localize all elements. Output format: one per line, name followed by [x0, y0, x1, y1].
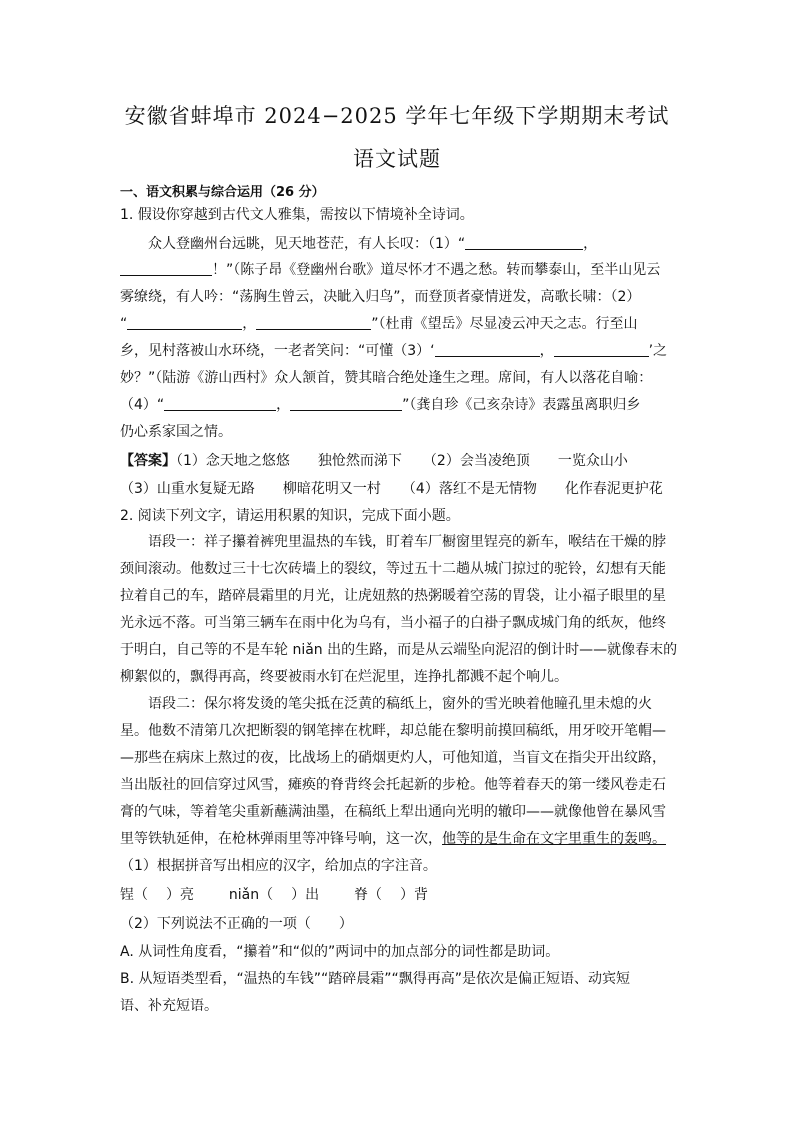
passage-1-line: 柳絮似的，飘得再高，终要被雨水钉在烂泥里，连挣扎都溅不起个响儿。 — [120, 669, 568, 685]
answer-blank[interactable] — [127, 315, 242, 330]
question-1-line: 乡，见村落被山水环绕，一老者笑问：“可懂（3）‘ ， ’之 — [120, 343, 668, 359]
passage-2-line: 当出版社的回信穿过风雪，瘫痪的脊背终会托起新的步枪。他等着春天的第一缕风卷走石 — [120, 777, 666, 793]
answer-blank[interactable] — [164, 396, 276, 411]
passage-1-line: 拉着自己的车，踏碎晨霜里的月光，让虎妞熬的热粥暖着空荡的胃袋，让小福子眼里的星 — [120, 588, 666, 604]
question-1-line: “ ， ”（杜甫《望岳》尽显凌云冲天之志。行至山 — [120, 316, 638, 332]
answer-blank[interactable] — [465, 235, 583, 250]
section-heading: 一、语文积累与综合运用（26 分） — [120, 185, 325, 200]
question-1-line: 众人登幽州台远眺，见天地苍茫，有人长叹：（1）“ ， — [148, 236, 598, 252]
answer-blank[interactable] — [290, 396, 402, 411]
passage-2-line: 里等铁轨延伸，在枪林弹雨里等冲锋号响，这一次，他等的是生命在文字里重生的轰鸣。 — [120, 831, 666, 847]
passage-1-line: 光永远不落。可当第三辆车在雨中化为乌有，当小福子的白褂子飘成城门角的纸灰，他终 — [120, 615, 666, 631]
passage-2-line: 星。他数不清第几次把断裂的钢笔摔在枕畔，却总能在黎明前摸回稿纸，用牙咬开笔帽— — [120, 723, 666, 739]
answer-blank[interactable] — [435, 342, 540, 357]
page-title: 安徽省蚌埠市 2024−2025 学年七年级下学期期末考试 — [124, 104, 670, 128]
sub-question-2: （2）下列说法不正确的一项（ ） — [120, 916, 353, 932]
passage-1-line: 颈间滚动。他数过三十七次砖墙上的裂纹，等过五十二趟从城门掠过的驼铃，幻想有天能 — [120, 561, 666, 577]
passage-2-line: —那些在病床上熬过的夜，比战场上的硝烟更灼人，可他知道，当盲文在指尖开出纹路， — [120, 750, 666, 766]
option-b-continued: 语、补充短语。 — [120, 998, 218, 1014]
page-subtitle: 语文试题 — [353, 147, 441, 171]
pinyin-row: 锃（ ）亮 niǎn（ ）出 脊（ ）背 — [120, 887, 429, 903]
answer-blank[interactable] — [120, 261, 212, 276]
question-1-line: （4）“ ， ”（龚自珍《己亥杂诗》表露虽离职归乡 — [120, 397, 641, 413]
sub-question-1: （1）根据拼音写出相应的汉字，给加点的字注音。 — [120, 858, 437, 874]
question-1-stem: 1. 假设你穿越到古代文人雅集，需按以下情境补全诗词。 — [120, 207, 474, 223]
answer-blank[interactable] — [256, 315, 371, 330]
question-1-line: 仍心系家国之情。 — [120, 424, 232, 440]
option-b[interactable]: B. 从短语类型看，“温热的车钱”“踏碎晨霜”“飘得再高”是依次是偏正短语、动宾短 — [120, 971, 631, 987]
question-1-line: ！”（陈子昂《登幽州台歌》道尽怀才不遇之愁。转而攀泰山，至半山见云 — [120, 261, 676, 279]
passage-2-line: 语段二：保尔将发烫的笔尖抵在泛黄的稿纸上，窗外的雪光映着他瞳孔里未熄的火 — [148, 696, 652, 712]
passage-1-line: 语段一：祥子攥着裤兜里温热的车钱，盯着车厂橱窗里锃亮的新车，喉结在干燥的脖 — [148, 534, 666, 550]
question-1-line: 雾缭绕，有人吟：“荡胸生曾云，决眦入归鸟”，而登顶者豪情迸发，高歌长啸：（2） — [120, 289, 641, 305]
answer-label: 【答案】 — [120, 453, 176, 469]
question-1-line: 妙？”（陆游《游山西村》众人颔首，赞其暗合绝处逢生之理。席间，有人以落花自喻： — [120, 370, 653, 386]
answer-line: 【答案】（1）念天地之悠悠 独怆然而涕下 （2）会当凌绝顶 一览众山小 — [120, 453, 628, 469]
passage-1-line: 于明白，自己等的不是车轮 niǎn 出的生路，而是从云端坠向泥沼的倒计时——就像春末的 — [120, 642, 678, 658]
passage-2-line: 膏的气味，等着笔尖重新蘸满油墨，在稿纸上犁出通向光明的辙印——就像他曾在暴风雪 — [120, 804, 666, 820]
answer-blank[interactable] — [554, 342, 649, 357]
option-a[interactable]: A. 从词性角度看，“攥着”和“似的”两词中的加点部分的词性都是助词。 — [120, 944, 560, 960]
answer-line: （3）山重水复疑无路 柳暗花明又一村 （4）落红不是无情物 化作春泥更护花 — [120, 481, 663, 497]
question-2-stem: 2. 阅读下列文字，请运用积累的知识，完成下面小题。 — [120, 508, 460, 524]
underlined-sentence: 他等的是生命在文字里重生的轰鸣。 — [442, 831, 666, 847]
